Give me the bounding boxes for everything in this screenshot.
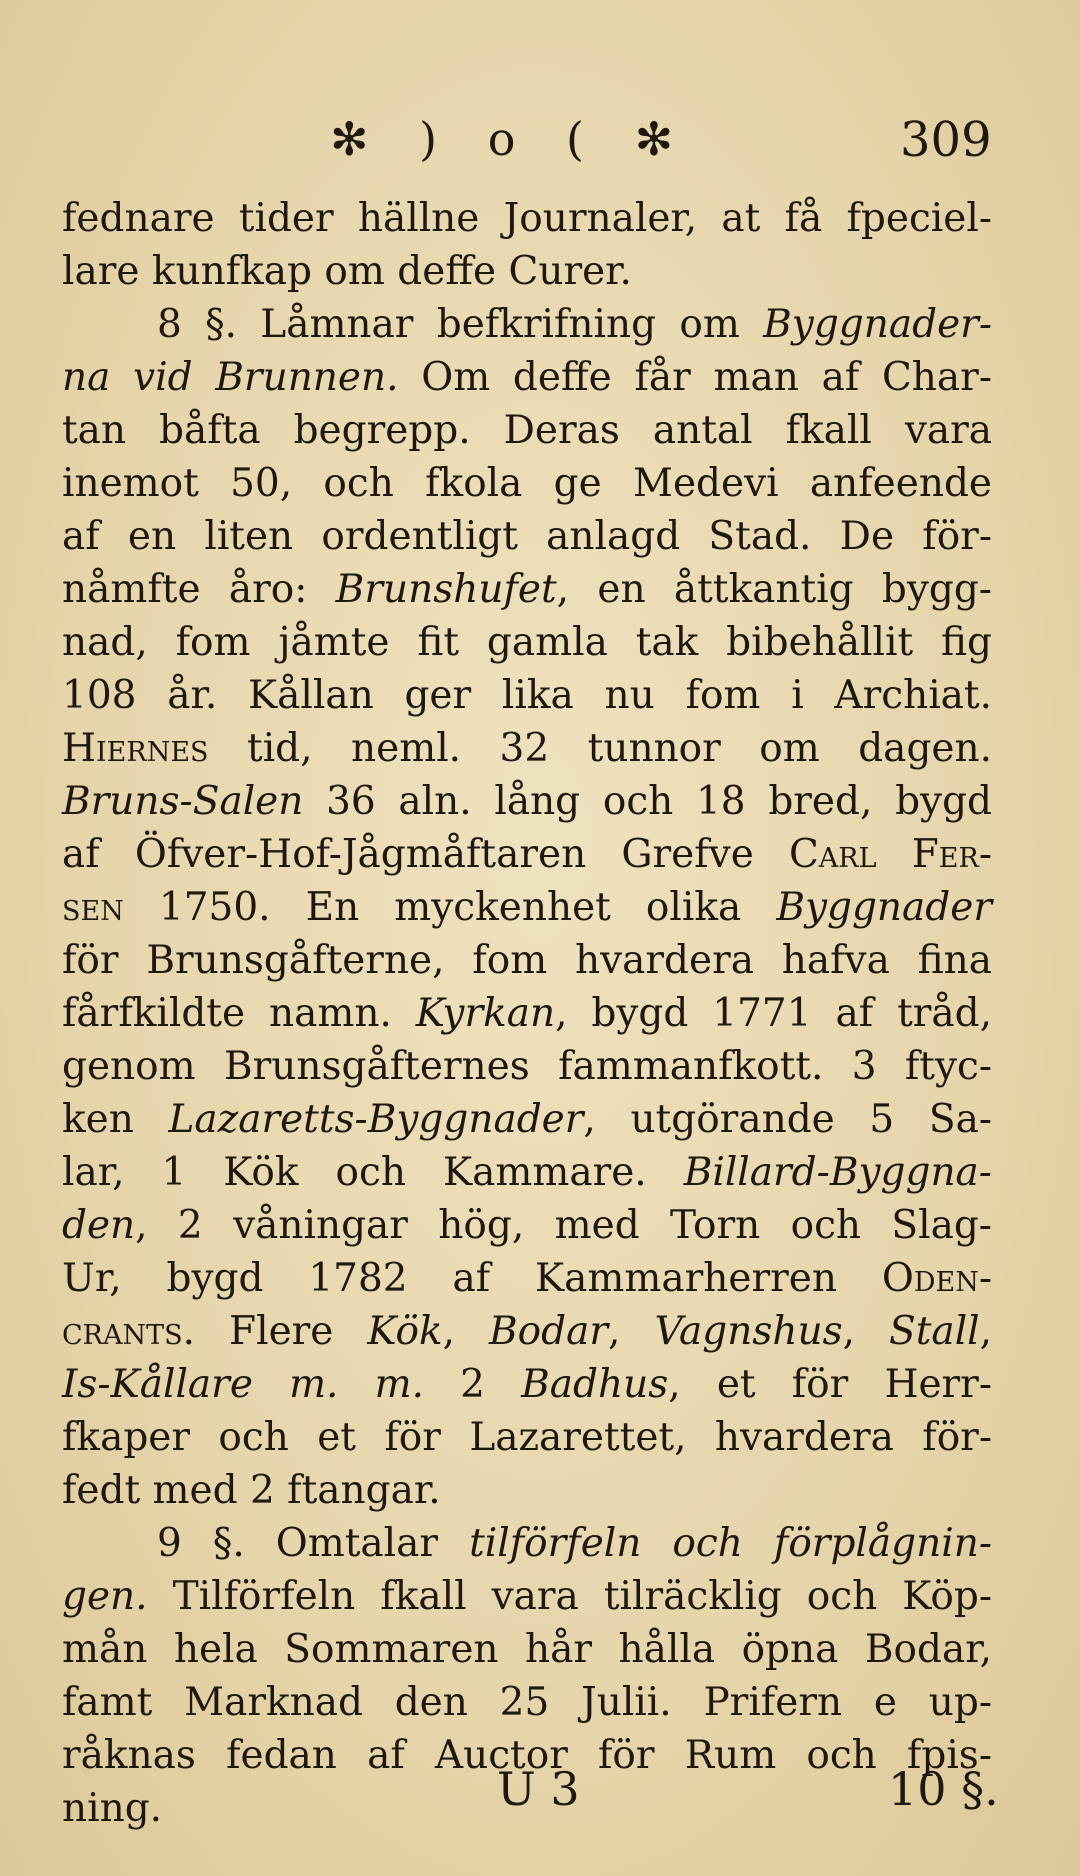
text-line	[62, 457, 992, 510]
text-line	[62, 669, 992, 722]
text-segment: 9 §. Omtalar	[157, 1521, 470, 1566]
text-line	[62, 828, 992, 881]
text-line	[62, 1623, 992, 1676]
text-segment: af Öfver-Hof-Jågmåftaren Grefve	[62, 832, 789, 877]
text-segment: . Flere	[182, 1309, 368, 1354]
text-line	[62, 881, 992, 934]
text-line	[62, 245, 992, 298]
text-segment: ,	[608, 1309, 655, 1354]
text-segment: famt Marknad den 25 Julii. Prifern e up-	[62, 1680, 992, 1725]
text-segment: nad, fom jåmte fit gamla tak bibehållit fig	[62, 620, 992, 665]
italic-segment: Byggnader	[776, 885, 992, 930]
text-segment: råknas fedan af Auctor för Rum och fpis-	[62, 1733, 992, 1778]
text-line	[62, 1676, 992, 1729]
text-line	[62, 1358, 992, 1411]
text-segment: genom Brunsgåfternes fammanfkott. 3 ftyc-	[62, 1044, 992, 1089]
text-segment: ,	[442, 1309, 490, 1354]
text-segment: fkaper och et för Lazarettet, hvardera för-	[62, 1415, 992, 1460]
page-header	[0, 112, 1080, 172]
text-segment: , 2 våningar hög, med Torn och Slag-	[135, 1203, 992, 1248]
text-segment: , bygd 1771 af tråd,	[555, 991, 992, 1036]
text-line	[62, 616, 992, 669]
text-segment: nåmfte åro:	[62, 567, 336, 612]
italic-segment: Byggnader-	[763, 302, 992, 347]
signature-mark: U 3	[497, 1762, 580, 1816]
text-segment: mån hela Sommaren hår hålla öpna Bodar,	[62, 1627, 992, 1672]
italic-segment: Vagnshus	[654, 1309, 843, 1354]
text-line	[62, 1411, 992, 1464]
italic-segment: Bodar	[489, 1309, 609, 1354]
text-line	[62, 1464, 992, 1517]
text-line	[62, 192, 992, 245]
header-ornament: ✻ ) o ( ✻	[330, 112, 692, 166]
text-segment: 36 aln. lång och 18 bred, bygd	[303, 779, 992, 824]
text-line	[62, 1040, 992, 1093]
text-segment: 2	[423, 1362, 522, 1407]
italic-segment: Billard-Byggna-	[683, 1150, 992, 1195]
text-segment: tid, neml. 32 tunnor om dagen.	[208, 726, 992, 771]
text-segment: , en åttkantig bygg-	[556, 567, 992, 612]
italic-segment: na vid Brunnen.	[62, 355, 399, 400]
text-line	[62, 1146, 992, 1199]
italic-segment: Brunshufet	[335, 567, 557, 612]
text-segment: för Brunsgåfterne, fom hvardera hafva fina	[62, 938, 992, 983]
text-line	[62, 1517, 992, 1570]
italic-segment: Stall	[889, 1309, 980, 1354]
text-line	[62, 563, 992, 616]
text-line	[62, 934, 992, 987]
text-line	[62, 404, 992, 457]
text-line	[62, 775, 992, 828]
small-caps-segment: Hiernes	[62, 726, 209, 771]
italic-segment: den	[62, 1203, 136, 1248]
text-segment: fårfkildte namn.	[62, 991, 416, 1036]
text-segment: , et för Herr-	[668, 1362, 993, 1407]
text-segment: 108 år. Kållan ger lika nu fom i Archiat.	[62, 673, 992, 718]
text-segment: ning.	[62, 1786, 163, 1831]
italic-segment: tilförfeln och förplågnin-	[469, 1521, 992, 1566]
text-segment: tan båfta begrepp. Deras antal fkall vara	[62, 408, 992, 453]
text-segment: 8 §. Låmnar befkrifning om	[157, 302, 764, 347]
text-segment: ,	[842, 1309, 890, 1354]
text-line	[62, 1199, 992, 1252]
body-text	[62, 192, 992, 1835]
text-line	[62, 1252, 992, 1305]
italic-segment: gen.	[62, 1574, 148, 1619]
text-segment: ken	[62, 1097, 169, 1142]
text-segment: inemot 50, och fkola ge Medevi anfeende	[62, 461, 992, 506]
italic-segment: Badhus	[521, 1362, 669, 1407]
text-segment: Tilförfeln fkall vara tilräcklig och Köp-	[147, 1574, 992, 1619]
text-segment: 1750. En myckenhet olika	[123, 885, 777, 930]
italic-segment: Is-Kållare m. m.	[62, 1362, 424, 1407]
text-line	[62, 1305, 992, 1358]
italic-segment: Kök	[367, 1309, 443, 1354]
italic-segment: Kyrkan	[415, 991, 556, 1036]
text-segment: Ur, bygd 1782 af Kammarherren	[62, 1256, 882, 1301]
text-segment: af en liten ordentligt anlagd Stad. De för-	[62, 514, 992, 559]
small-caps-segment: crants	[62, 1309, 183, 1354]
text-line	[62, 351, 992, 404]
text-line	[62, 1570, 992, 1623]
text-line	[62, 1093, 992, 1146]
text-line	[62, 298, 992, 351]
text-segment: ,	[979, 1309, 993, 1354]
small-caps-segment: sen	[62, 885, 124, 930]
italic-segment: Lazaretts-Byggnader	[168, 1097, 584, 1142]
text-line	[62, 510, 992, 563]
text-segment: lare kunfkap om deffe Curer.	[62, 249, 632, 294]
text-line	[62, 987, 992, 1040]
text-segment: fedt med 2 ftangar.	[62, 1468, 441, 1513]
italic-segment: Bruns-Salen	[62, 779, 304, 824]
small-caps-segment: Oden-	[881, 1256, 992, 1301]
text-line	[62, 722, 992, 775]
small-caps-segment: Carl Fer-	[788, 832, 992, 877]
text-segment: lar, 1 Kök och Kammare.	[62, 1150, 684, 1195]
text-segment: Om deffe får man af Char-	[398, 355, 992, 400]
page-footer	[0, 1762, 1080, 1822]
page-number: 309	[900, 112, 992, 168]
catchword: 10 §.	[888, 1762, 999, 1816]
text-segment: fednare tider hällne Journaler, at få fpeciel-	[62, 196, 992, 241]
text-segment: , utgörande 5 Sa-	[583, 1097, 993, 1142]
